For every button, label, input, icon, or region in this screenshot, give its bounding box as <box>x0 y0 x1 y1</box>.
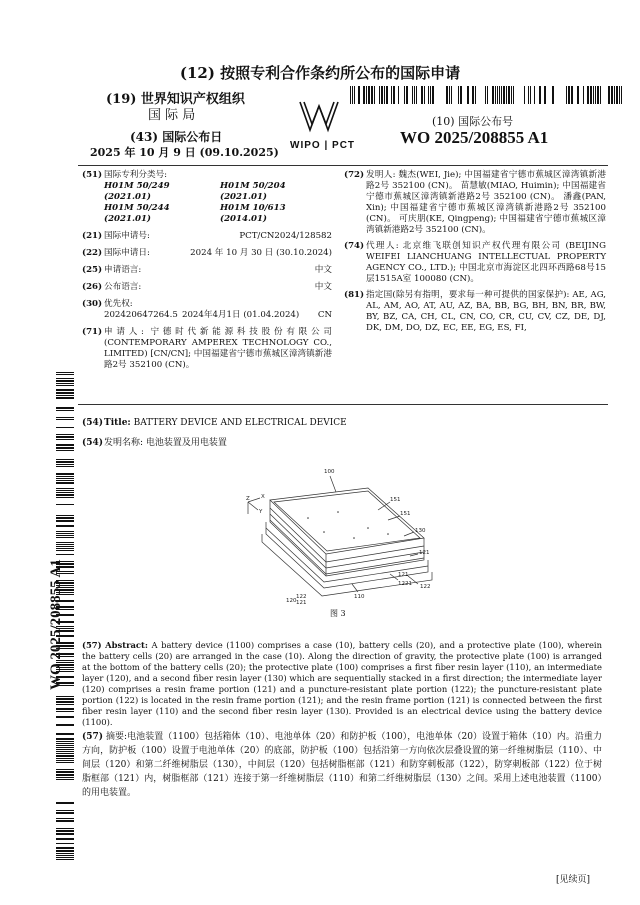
barcode-bar <box>590 86 592 104</box>
fig-label: 122 <box>420 584 431 590</box>
battery-figure <box>228 462 458 612</box>
barcode-bar <box>374 86 375 104</box>
barcode-bar <box>577 86 579 104</box>
barcode-bar <box>56 459 74 460</box>
barcode-bar <box>56 751 74 752</box>
barcode-bar <box>358 86 360 104</box>
barcode-bar <box>619 86 620 104</box>
barcode-bar <box>56 724 74 726</box>
barcode-bar <box>432 86 434 104</box>
barcode-bar <box>368 86 370 104</box>
barcode-bar <box>56 701 74 703</box>
barcode-bar <box>56 383 74 384</box>
barcode-bar <box>544 86 546 104</box>
barcode-bar <box>56 464 74 465</box>
barcode-bar <box>458 86 459 104</box>
barcode-bar <box>56 711 74 712</box>
barcode-bar <box>424 86 425 104</box>
barcode-bar <box>56 859 74 860</box>
fig-label: X <box>261 494 265 500</box>
barcode-bar <box>416 86 417 104</box>
ipc-code: H01M 50/204 (2021.01) <box>220 181 286 202</box>
barcode-bar <box>56 802 74 804</box>
barcode-bar <box>56 857 74 858</box>
fig-label: 151 <box>400 511 411 517</box>
barcode-bar <box>56 850 74 852</box>
barcode-bar <box>487 86 488 104</box>
barcode-bar <box>56 812 74 814</box>
fig-label: 122 <box>296 594 307 600</box>
barcode-bar <box>393 86 395 104</box>
barcode-bar <box>56 450 74 451</box>
barcode-bar <box>56 843 74 844</box>
barcode-bar <box>56 439 74 440</box>
barcode-bar <box>56 716 74 718</box>
barcode-bar <box>460 86 462 104</box>
barcode-bar <box>56 771 74 773</box>
barcode-bar <box>56 436 74 438</box>
barcode-bar <box>56 378 74 379</box>
barcode-bar <box>56 708 74 710</box>
barcode-bar <box>524 86 525 104</box>
barcode-bar <box>56 447 74 449</box>
barcode-bar <box>513 86 514 104</box>
barcode-bar <box>56 818 74 819</box>
barcode-bar <box>56 480 74 481</box>
fig-label: 121 <box>296 600 307 606</box>
barcode-bar <box>56 696 74 697</box>
barcode-bar <box>56 434 74 435</box>
barcode-bar <box>384 86 385 104</box>
barcode-bar <box>511 86 512 104</box>
barcode-bar <box>503 86 505 104</box>
barcode-bar <box>56 853 74 854</box>
inventors: (72) 发明人: 魏杰(WEI, Jie); 中国福建省宁德市蕉城区漳湾镇新港路2号 352100 (CN)。 苗慧敏(MIAO, Huimin); 中国福建省宁德市蕉城区漳湾镇新港路2号 352100 (CN)。 潘鑫(PAN, Xin); 中国福建省宁德市蕉城区漳湾镇新港路2号 352100 (CN)。 可庆朋(KE, Qingpeng); 中国福建省宁德市蕉城区漳湾镇新港路2号 352100 (CN)。 <box>344 170 606 235</box>
barcode-bar <box>56 704 74 705</box>
abstract-en: (57) Abstract: A battery device (1100) comprises a case (10), battery cells (20), and a protective plate (100), wherein the battery cells (20) are arranged in the case (10). Along the direction of gravity, the protective plate (100) is arranged at the bottom of the battery cells (20); the protective plate (100) comprises a first fiber resin layer (110), an intermediate layer (120), and a second fiber resin layer (130) which are sequentially stacked in a first direction; the intermediate layer (120) comprises a resin frame portion (121) and a puncture-resistant plate portion (122); the puncture-resistant plate portion (122) is located in the resin frame portion (121); and the resin frame portion (121) is connected between the first fiber resin layer (110) and the second fiber resin layer (130). Provided is an electrical device using the battery device (1100). <box>82 640 602 727</box>
publication-language: (26) 公布语言: 中文 <box>82 282 332 292</box>
org-subname: 国 际 局 <box>148 108 196 123</box>
barcode-bar <box>583 86 584 104</box>
barcode-bar <box>566 86 567 104</box>
barcode-bar <box>600 86 601 104</box>
pubno: WO 2025/208855 A1 <box>400 128 549 147</box>
barcode-bar <box>501 86 502 104</box>
barcode-bar <box>56 461 74 463</box>
wipo-emblem-icon <box>294 96 344 136</box>
applicant: (71) 申请人: 宁德时代新能源科技股份有限公司 (CONTEMPORARY AMPEREX TECHNOLOGY CO., LIMITED) [CN/CN]; 中国福建省宁德市蕉城区漳湾镇新港路2号 352100 (CN)。 <box>82 327 332 370</box>
barcode-bar <box>449 86 450 104</box>
filing-date: (22) 国际申请日: 2024 年 10 月 30 日 (30.10.2024) <box>82 248 332 258</box>
barcode-bar <box>379 86 380 104</box>
left-column <box>82 170 332 371</box>
figure-caption: 图 3 <box>330 609 346 618</box>
barcode-bar <box>508 86 510 104</box>
barcode-bar <box>595 86 596 104</box>
priority-data: (30) 优先权: 202420647264.5 2024年4月1日 (01.04.2024) CN <box>82 299 332 320</box>
barcode-bar <box>56 385 74 386</box>
barcode-bar <box>56 741 74 742</box>
barcode-bar <box>56 755 74 757</box>
barcode-bar <box>371 86 373 104</box>
barcode-bar <box>366 86 367 104</box>
fig-label: 110 <box>354 594 365 600</box>
barcode-bar <box>475 86 476 104</box>
barcode-bar <box>406 86 408 104</box>
continued-note: [见续页] <box>556 875 591 885</box>
ipc-section: (51) 国际专利分类号: H01M 50/249 (2021.01) H01M 50/204 (2021.01) H01M 50/244 (2021.01) H01M 10/613 (2014.01) <box>82 170 332 225</box>
barcode-bar <box>552 86 554 104</box>
barcode-bar <box>56 758 74 759</box>
wipo-wordmark: WIPO | PCT <box>290 140 356 151</box>
barcode-bar <box>56 482 74 484</box>
barcode-bar <box>56 779 74 780</box>
barcode-bar <box>56 847 74 849</box>
abstract-zh: (57) 摘要:电池装置（1100）包括箱体（10）、电池单体（20）和防护板（100），电池单体（20）设置于箱体（10）内。沿重力方向，防护板（100）设置于电池单体（20）的底部，防护板（100）包括沿第一方向依次层叠设置的第一纤维树脂层（110）、中间层（120）和第二纤维树脂层（130），中间层（120）包括树脂框部（121）和防穿刺板部（122），防穿刺板部（122）位于树脂框部（121）内，树脂框部（121）连接于第一纤维树脂层（110）和第二纤维树脂层（130）之间。采用上述电池装置（1100）的用电装置。 <box>82 732 602 798</box>
barcode-bar <box>56 749 74 750</box>
fig-label: 130 <box>415 528 426 534</box>
barcode-bar <box>56 777 74 778</box>
barcode-bar <box>506 86 507 104</box>
pubno-vertical: WO 2025/208855 A1 <box>48 559 64 690</box>
barcode-bar <box>363 86 365 104</box>
header-rule <box>78 165 608 166</box>
barcode-bar <box>495 86 496 104</box>
barcode-bar <box>587 86 589 104</box>
barcode-bar <box>597 86 599 104</box>
barcode-bar <box>56 397 74 399</box>
barcode-bar <box>616 86 618 104</box>
barcode-bar <box>391 86 392 104</box>
pubdate-label: (43) 国际公布日 <box>130 130 223 144</box>
barcode-bar <box>497 86 498 104</box>
wipo-logo <box>290 96 356 152</box>
title-zh: (54)发明名称: 电池装置及用电装置 <box>82 438 227 448</box>
barcode-bar <box>56 427 74 428</box>
barcode-bar <box>414 86 415 104</box>
barcode-bar <box>56 769 74 770</box>
fig-label: Y <box>259 509 263 515</box>
barcode-bar <box>56 833 74 835</box>
barcode-bar <box>56 820 74 822</box>
barcode-bar <box>56 855 74 856</box>
designated-states: (81) 指定国(除另有指明，要求每一种可提供的国家保护): AE, AG, AL, AM, AO, AT, AU, AZ, BA, BB, BG, BH, BN, BR, BW, BY, BZ, CA, CH, CL, CN, CO, CR, CU, CV, CZ, DE, DJ, DK, DM, DO, DZ, EC, EE, EG, ES, FI, <box>344 290 606 333</box>
document-title: (12) 按照专利合作条约所公布的国际申请 <box>179 64 461 82</box>
barcode-bar <box>568 86 570 104</box>
agent: (74) 代理人: 北京维飞联创知识产权代理有限公司 (BEIJING WEIFEI LIANCHUANG INTELLECTUAL PROPERTY AGENCY CO., LTD.); 中国北京市海淀区北四环西路68号15层1515A室 100080 (CN)。 <box>344 241 606 284</box>
barcode-bar <box>56 753 74 754</box>
barcode-bar <box>534 86 535 104</box>
barcode-bar <box>56 745 74 746</box>
barcode-bar <box>56 838 74 840</box>
barcode-bar <box>354 86 355 104</box>
ipc-code: H01M 10/613 (2014.01) <box>220 203 286 224</box>
barcode-bar <box>608 86 610 104</box>
barcode-bar <box>350 86 351 104</box>
barcode-bar <box>56 476 74 477</box>
barcode-bar <box>56 762 74 763</box>
barcode-top <box>350 86 622 104</box>
barcode-bar <box>56 830 74 832</box>
barcode-bar <box>430 86 431 104</box>
barcode-bar <box>56 407 74 409</box>
barcode-bar <box>56 389 74 391</box>
fig-label: 121 <box>419 550 430 556</box>
barcode-bar <box>485 86 486 104</box>
org-name: (19) 世界知识产权组织 <box>106 92 245 107</box>
pubdate: 2025 年 10 月 9 日 (09.10.2025) <box>90 146 279 159</box>
barcode-bar <box>492 86 494 104</box>
barcode-bar <box>56 374 74 375</box>
barcode-bar <box>593 86 594 104</box>
barcode-bar <box>571 86 573 104</box>
barcode-bar <box>56 738 74 740</box>
barcode-bar <box>56 828 74 829</box>
barcode-bar <box>530 86 531 104</box>
title-en: (54)Title: BATTERY DEVICE AND ELECTRICAL DEVICE <box>82 418 347 428</box>
barcode-bar <box>352 86 353 104</box>
barcode-bar <box>56 410 74 411</box>
barcode-bar <box>404 86 405 104</box>
barcode-bar <box>56 444 74 446</box>
filing-language: (25) 申请语言: 中文 <box>82 265 332 275</box>
barcode-bar <box>499 86 500 104</box>
barcode-bar <box>528 86 529 104</box>
barcode-bar <box>421 86 423 104</box>
barcode-bar <box>56 760 74 761</box>
barcode-bar <box>539 86 541 104</box>
barcode-bar <box>56 747 74 748</box>
barcode-bar <box>56 743 74 744</box>
barcode-bar <box>56 774 74 776</box>
barcode-bar <box>611 86 613 104</box>
pubno-label: (10) 国际公布号 <box>432 115 514 128</box>
barcode-bar <box>56 466 74 467</box>
barcode-bar <box>56 488 74 489</box>
application-number: (21) 国际申请号: PCT/CN2024/128582 <box>82 231 332 241</box>
fig-label: 120 <box>286 598 297 604</box>
barcode-bar <box>56 417 74 418</box>
barcode-bar <box>56 392 74 394</box>
barcode-bar <box>56 395 74 396</box>
barcode-bar <box>56 810 74 811</box>
barcode-bar <box>56 698 74 700</box>
barcode-bar <box>472 86 474 104</box>
barcode-bar <box>446 86 448 104</box>
barcode-bar <box>451 86 452 104</box>
barcode-bar <box>56 478 74 479</box>
fig-label: 151 <box>390 497 401 503</box>
barcode-bar <box>428 86 429 104</box>
barcode-bar <box>412 86 413 104</box>
barcode-bar <box>621 86 622 104</box>
barcode-bar <box>467 86 469 104</box>
fig-label: 100 <box>324 469 335 475</box>
barcode-bar <box>56 733 74 735</box>
barcode-bar <box>56 380 74 382</box>
right-column <box>344 170 606 334</box>
fig-label: 1221 <box>398 581 412 587</box>
ipc-code: H01M 50/244 (2021.01) <box>104 203 170 224</box>
title-rule <box>78 404 608 405</box>
barcode-bar <box>614 86 615 104</box>
ipc-code: H01M 50/249 (2021.01) <box>104 181 170 202</box>
barcode-bar <box>56 372 74 373</box>
barcode-bar <box>56 419 74 420</box>
barcode-bar <box>381 86 383 104</box>
barcode-bar <box>56 473 74 475</box>
barcode-bar <box>386 86 388 104</box>
fig-label: 121 <box>398 572 409 578</box>
barcode-bar <box>398 86 399 104</box>
fig-label: Z <box>246 496 250 502</box>
